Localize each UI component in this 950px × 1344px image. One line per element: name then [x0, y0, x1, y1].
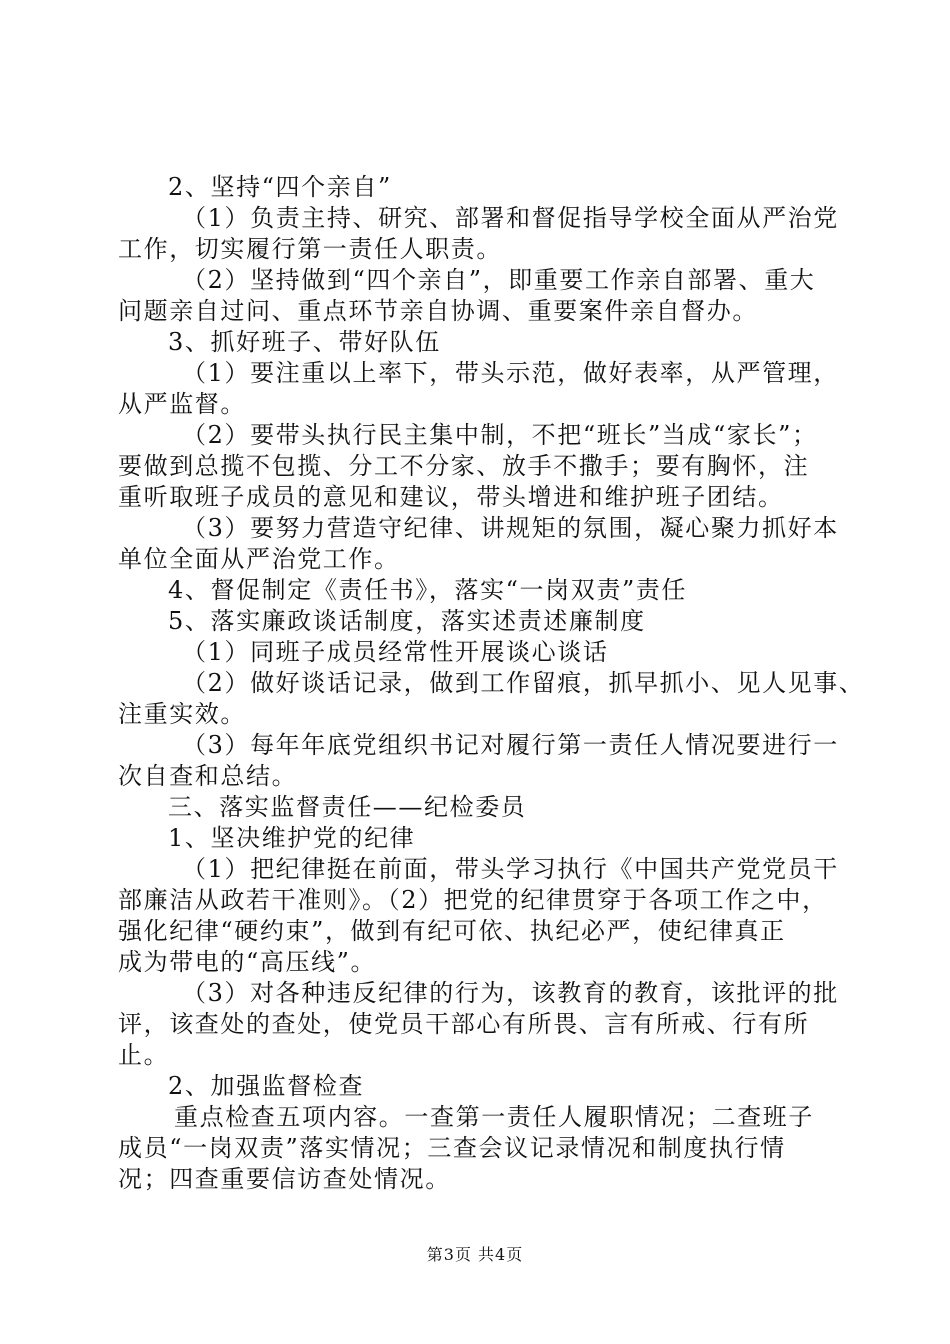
text-line: 工作，切实履行第一责任人职责。	[118, 235, 502, 263]
text-line: （1）把纪律挺在前面，带头学习执行《中国共产党党员干	[182, 855, 839, 883]
text-line: 1、坚决维护党的纪律	[168, 824, 416, 852]
text-line: 成员“一岗双责”落实情况；三查会议记录情况和制度执行情	[118, 1134, 786, 1162]
text-line: 重点检查五项内容。一查第一责任人履职情况；二查班子	[174, 1103, 814, 1131]
page-footer: 第3页 共4页	[426, 1245, 524, 1264]
text-line: 强化纪律“硬约束”，做到有纪可依、执纪必严，使纪律真正	[118, 917, 786, 945]
text-line: 况；四查重要信访查处情况。	[118, 1165, 451, 1193]
text-line: 要做到总揽不包揽、分工不分家、放手不撒手；要有胸怀，注	[118, 452, 810, 480]
text-line: 重听取班子成员的意见和建议，带头增进和维护班子团结。	[118, 483, 784, 511]
text-line: 5、落实廉政谈话制度，落实述责述廉制度	[168, 607, 646, 635]
text-line: 注重实效。	[118, 700, 246, 728]
text-line: （1）要注重以上率下，带头示范，做好表率，从严管理，	[182, 359, 839, 387]
text-line: 评，该查处的查处，使党员干部心有所畏、言有所戒、行有所	[118, 1010, 810, 1038]
text-line: 2、加强监督检查	[168, 1072, 365, 1100]
text-line: 次自查和总结。	[118, 762, 298, 790]
text-line: 问题亲自过问、重点环节亲自协调、重要案件亲自督办。	[118, 297, 758, 325]
text-line: 成为带电的“高压线”。	[118, 948, 377, 976]
text-line: 3、抓好班子、带好队伍	[168, 328, 441, 356]
text-line: 三、落实监督责任——纪检委员	[168, 793, 527, 821]
text-line: 4、督促制定《责任书》，落实“一岗双责”责任	[168, 576, 688, 604]
text-line: （3）对各种违反纪律的行为，该教育的教育，该批评的批	[182, 979, 839, 1007]
text-line: 部廉洁从政若干准则》。（2）把党的纪律贯穿于各项工作之中，	[118, 886, 828, 914]
text-line: 单位全面从严治党工作。	[118, 545, 400, 573]
document-body	[118, 172, 865, 1195]
text-line: （2）做好谈话记录，做到工作留痕，抓早抓小、见人见事、	[182, 669, 865, 697]
text-line: （3）每年年底党组织书记对履行第一责任人情况要进行一	[182, 731, 839, 759]
text-line: 2、坚持“四个亲自”	[168, 173, 392, 201]
text-line: （2）要带头执行民主集中制，不把“班长”当成“家长”；	[182, 421, 818, 449]
text-line: 从严监督。	[118, 390, 246, 418]
text-line: （2）坚持做到“四个亲自”，即重要工作亲自部署、重大	[182, 266, 816, 294]
text-line: （3）要努力营造守纪律、讲规矩的氛围，凝心聚力抓好本	[182, 514, 839, 542]
text-line: （1）同班子成员经常性开展谈心谈话	[182, 638, 609, 666]
text-line: （1）负责主持、研究、部署和督促指导学校全面从严治党	[182, 204, 839, 232]
text-line: 止。	[118, 1041, 170, 1069]
